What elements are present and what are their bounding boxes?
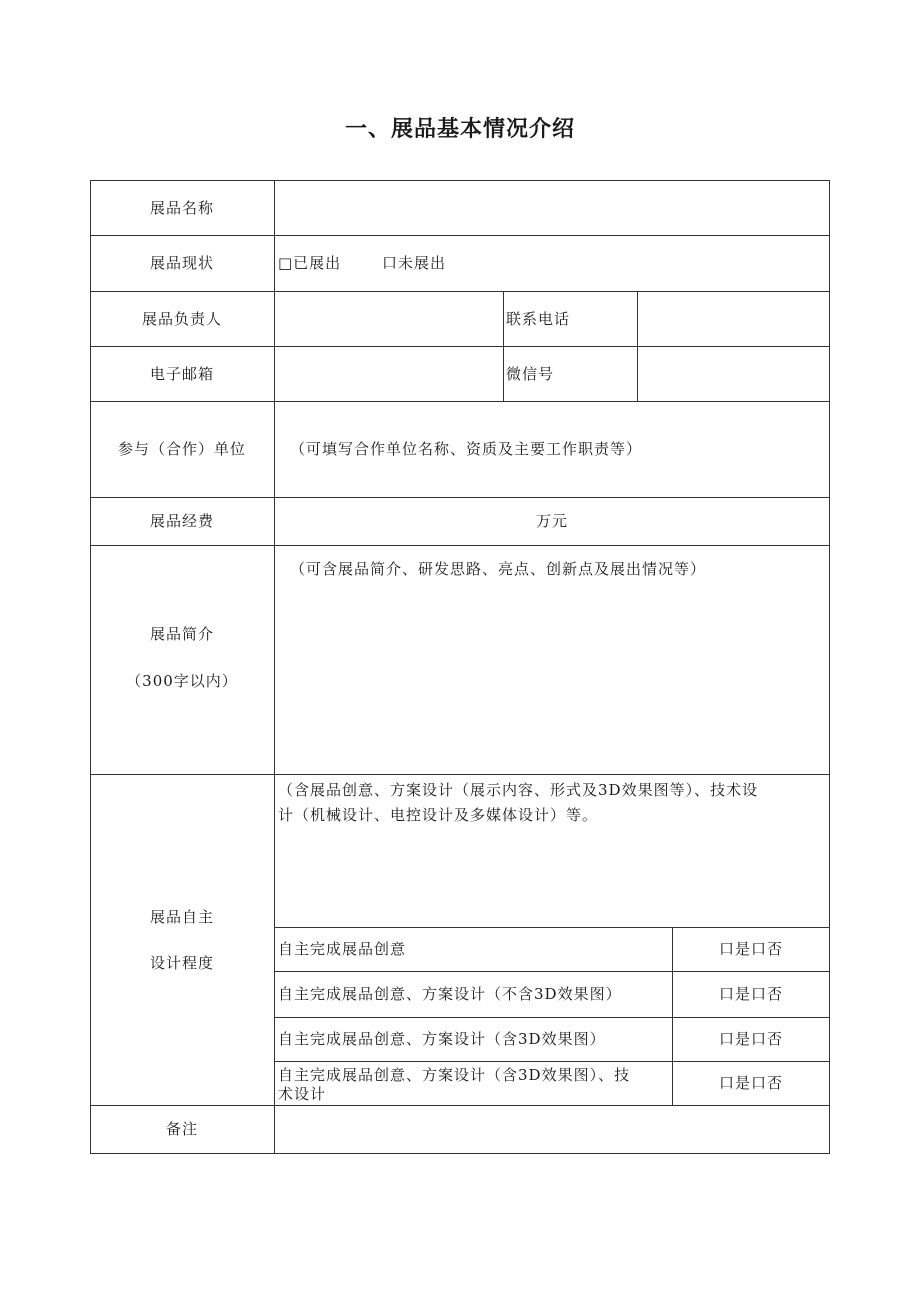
status-exhibited-checkbox[interactable]: □已展出 [278,254,342,272]
owner-label: 展品负责人 [141,309,222,328]
intro-hint[interactable]: （可含展品简介、研发思路、亮点、创新点及展出情况等） [290,560,707,578]
partner-label: 参与（合作）单位 [117,440,246,458]
email-label: 电子邮箱 [149,364,214,383]
design-item-choice[interactable]: 口是口否 [718,940,783,958]
status-not-exhibited-checkbox[interactable]: 口未展出 [382,254,447,272]
exhibit-status-label: 展品现状 [149,254,214,272]
page-title: 一、展品基本情况介绍 [344,117,575,142]
design-item-text: 自主完成展品创意、方案设计（含3D效果图） [278,1030,606,1048]
design-item-choice[interactable]: 口是口否 [718,1030,783,1048]
budget-label: 展品经费 [149,512,214,530]
table-border-right [829,180,830,1154]
intro-label: 展品简介 [149,625,214,643]
design-item-choice[interactable]: 口是口否 [718,985,783,1003]
design-item-text-line2: 术设计 [278,1085,327,1103]
design-label-line1: 展品自主 [149,908,214,926]
remark-field[interactable] [275,1106,829,1153]
design-item-choice[interactable]: 口是口否 [718,1074,783,1092]
partner-hint[interactable]: （可填写合作单位名称、资质及主要工作职责等） [290,440,643,458]
phone-label: 联系电话 [506,309,571,328]
wechat-label: 微信号 [506,364,555,383]
design-hint-line2[interactable]: 计（机械设计、电控设计及多媒体设计）等。 [278,806,599,824]
wechat-field[interactable] [638,347,829,401]
intro-label-cell [90,545,274,774]
design-hint-line1[interactable]: （含展品创意、方案设计（展示内容、形式及3D效果图等）、技术设 [278,781,759,799]
email-field[interactable] [275,347,503,401]
design-label-line2: 设计程度 [149,954,214,972]
design-item-text: 自主完成展品创意 [278,940,407,958]
remark-label: 备注 [165,1120,198,1138]
phone-field[interactable] [638,292,829,346]
column-divider [503,291,504,402]
owner-field[interactable] [275,292,503,346]
design-item-text-line1: 自主完成展品创意、方案设计（含3D效果图）、技 [278,1066,631,1084]
intro-word-limit: （300字以内） [126,672,238,690]
exhibit-name-field[interactable] [275,181,829,235]
design-label-cell [90,774,274,1105]
budget-unit[interactable]: 万元 [535,512,568,530]
exhibit-info-form [90,180,830,1154]
table-border-bottom [90,1153,830,1154]
design-item-text: 自主完成展品创意、方案设计（不含3D效果图） [278,985,622,1003]
exhibit-name-label: 展品名称 [149,198,214,217]
